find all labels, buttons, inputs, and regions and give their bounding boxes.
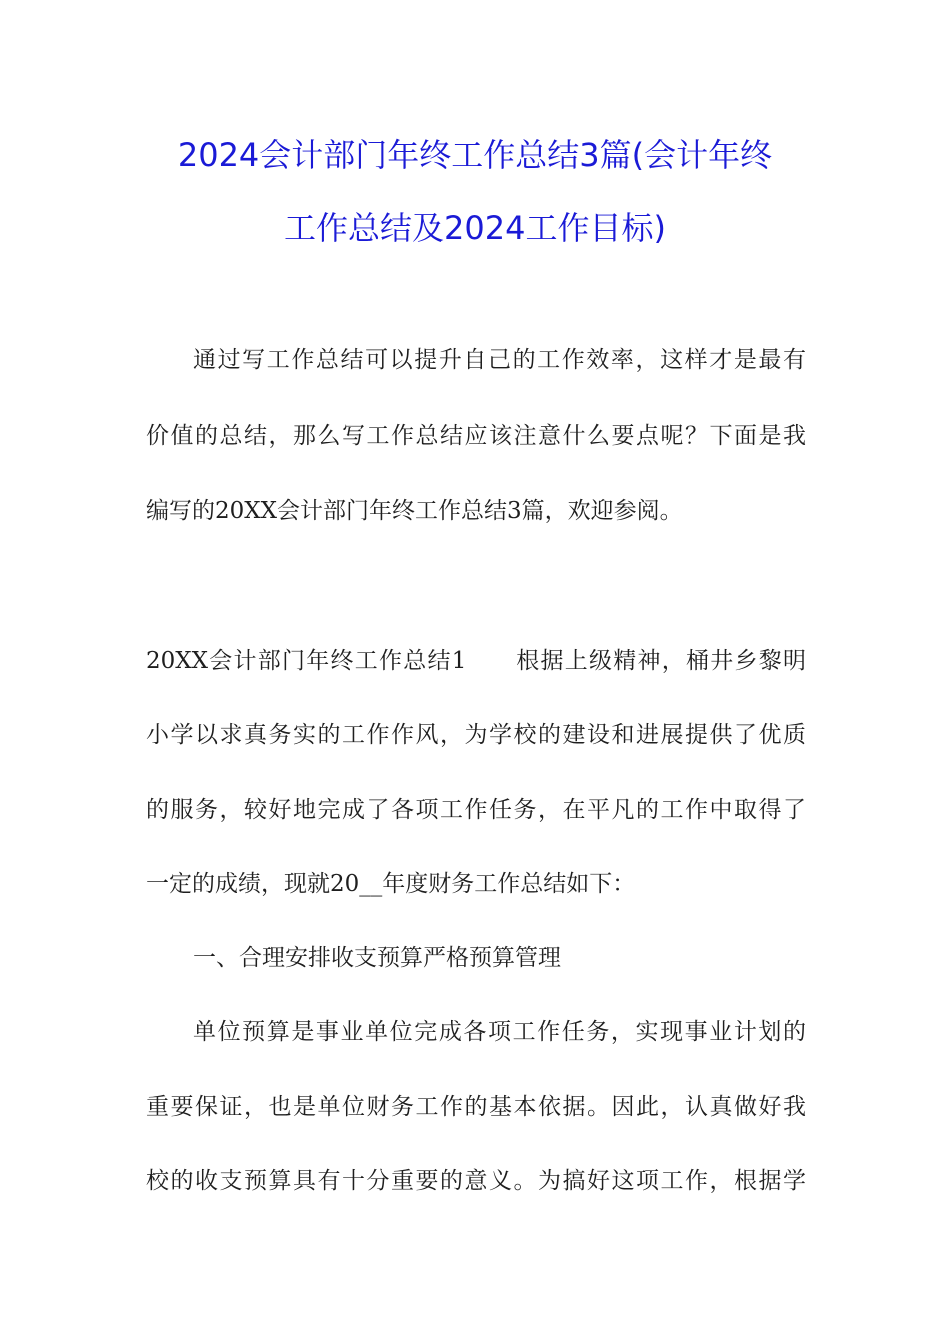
- section-heading-1: 一、合理安排收支预算严格预算管理: [193, 945, 561, 971]
- para2-line-3: 校的收支预算具有十分重要的意义。为搞好这项工作，根据学: [146, 1168, 806, 1194]
- document-title-line-1: 2024会计部门年终工作总结3篇(会计年终: [177, 136, 773, 174]
- intro-line-2: 价值的总结，那么写工作总结应该注意什么要点呢？下面是我: [146, 423, 806, 449]
- para2-line-2: 重要保证，也是单位财务工作的基本依据。因此，认真做好我: [146, 1094, 806, 1120]
- intro-line-3: 编写的20XX会计部门年终工作总结3篇，欢迎参阅。: [146, 498, 683, 524]
- para2-line-1: 单位预算是事业单位完成各项工作任务，实现事业计划的: [193, 1019, 806, 1045]
- intro-line-1: 通过写工作总结可以提升自己的工作效率，这样才是最有: [193, 347, 806, 373]
- document-title-line-2: 工作总结及2024工作目标): [284, 209, 666, 247]
- section1-line-3: 的服务，较好地完成了各项工作任务，在平凡的工作中取得了: [146, 797, 806, 823]
- section1-line-4: 一定的成绩，现就20__年度财务工作总结如下：: [146, 871, 636, 897]
- section1-line-2: 小学以求真务实的工作作风，为学校的建设和进展提供了优质: [146, 722, 806, 748]
- section1-line-1: 20XX会计部门年终工作总结1 根据上级精神，桶井乡黎明: [146, 648, 806, 674]
